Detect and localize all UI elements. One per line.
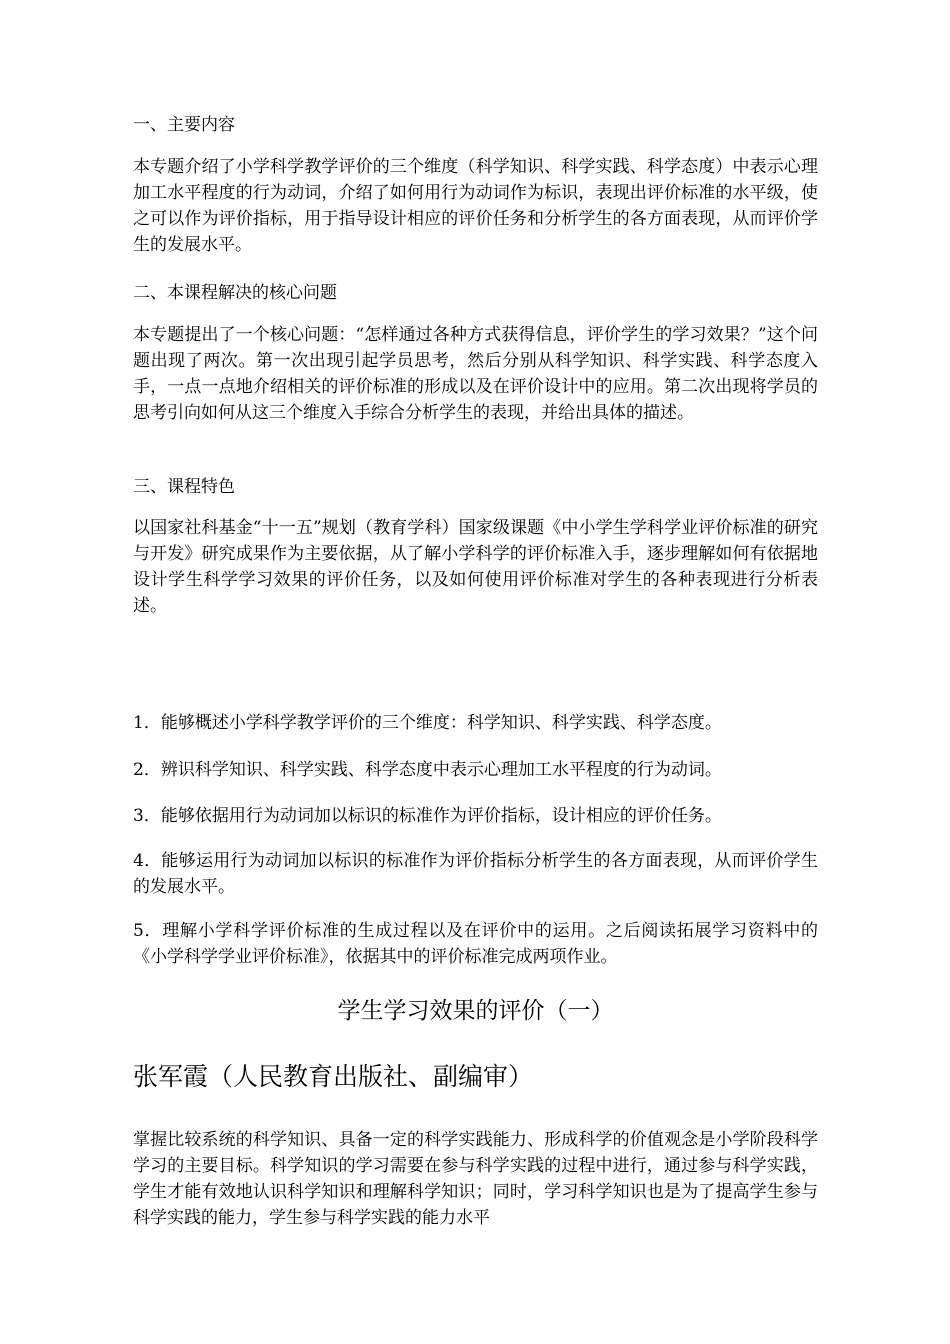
objective-item-2: 2．辨识科学知识、科学实践、科学态度中表示心理加工水平程度的行为动词。 xyxy=(133,760,722,780)
section-heading-core-question: 二、本课程解决的核心问题 xyxy=(133,283,337,303)
section-body-course-features: 以国家社科基金“十一五”规划（教育学科）国家级课题《中小学生学科学业评价标准的研究与开发》研究成果作为主要依据，从了解小学科学的评价标准入手，逐步理解如何有依据地设计学生科学学习效果的评价任务，以及如何使用评价标准对学生的各种表现进行分析表述。 xyxy=(133,518,818,616)
objective-item-5: 5．理解小学科学评价标准的生成过程以及在评价中的运用。之后阅读拓展学习资料中的《小学科学学业评价标准》，依据其中的评价标准完成两项作业。 xyxy=(133,921,818,967)
lecture-title: 学生学习效果的评价（一） xyxy=(337,998,614,1024)
section-heading-course-features: 三、课程特色 xyxy=(133,477,235,497)
section-body-core-question: 本专题提出了一个核心问题：“怎样通过各种方式获得信息，评价学生的学习效果？”这个问题出现了两次。第一次出现引起学员思考，然后分别从科学知识、科学实践、科学态度入手，一点一点地介绍相关的评价标准的形成以及在评价设计中的应用。第二次出现将学员的思考引向如何从这三个维度入手综合分析学生的表现，并给出具体的描述。 xyxy=(133,325,818,423)
lecture-body: 掌握比较系统的科学知识、具备一定的科学实践能力、形成科学的价值观念是小学阶段科学学习的主要目标。科学知识的学习需要在参与科学实践的过程中进行，通过参与科学实践，学生才能有效地认识科学知识和理解科学知识；同时，学习科学知识也是为了提高学生参与科学实践的能力，学生参与科学实践的能力水平 xyxy=(133,1130,818,1228)
section-heading-main-content: 一、主要内容 xyxy=(133,115,235,135)
objective-item-1: 1．能够概述小学科学教学评价的三个维度：科学知识、科学实践、科学态度。 xyxy=(133,713,722,733)
lecture-author: 张军霞（人民教育出版社、副编审） xyxy=(133,1062,534,1091)
objective-item-4: 4．能够运用行为动词加以标识的标准作为评价指标分析学生的各方面表现，从而评价学生的发展水平。 xyxy=(133,851,818,897)
section-body-main-content: 本专题介绍了小学科学教学评价的三个维度（科学知识、科学实践、科学态度）中表示心理加工水平程度的行为动词，介绍了如何用行为动词作为标识，表现出评价标准的水平级，使之可以作为评价指标，用于指导设计相应的评价任务和分析学生的各方面表现，从而评价学生的发展水平。 xyxy=(133,157,818,255)
objective-item-3: 3．能够依据用行为动词加以标识的标准作为评价指标，设计相应的评价任务。 xyxy=(133,806,722,826)
